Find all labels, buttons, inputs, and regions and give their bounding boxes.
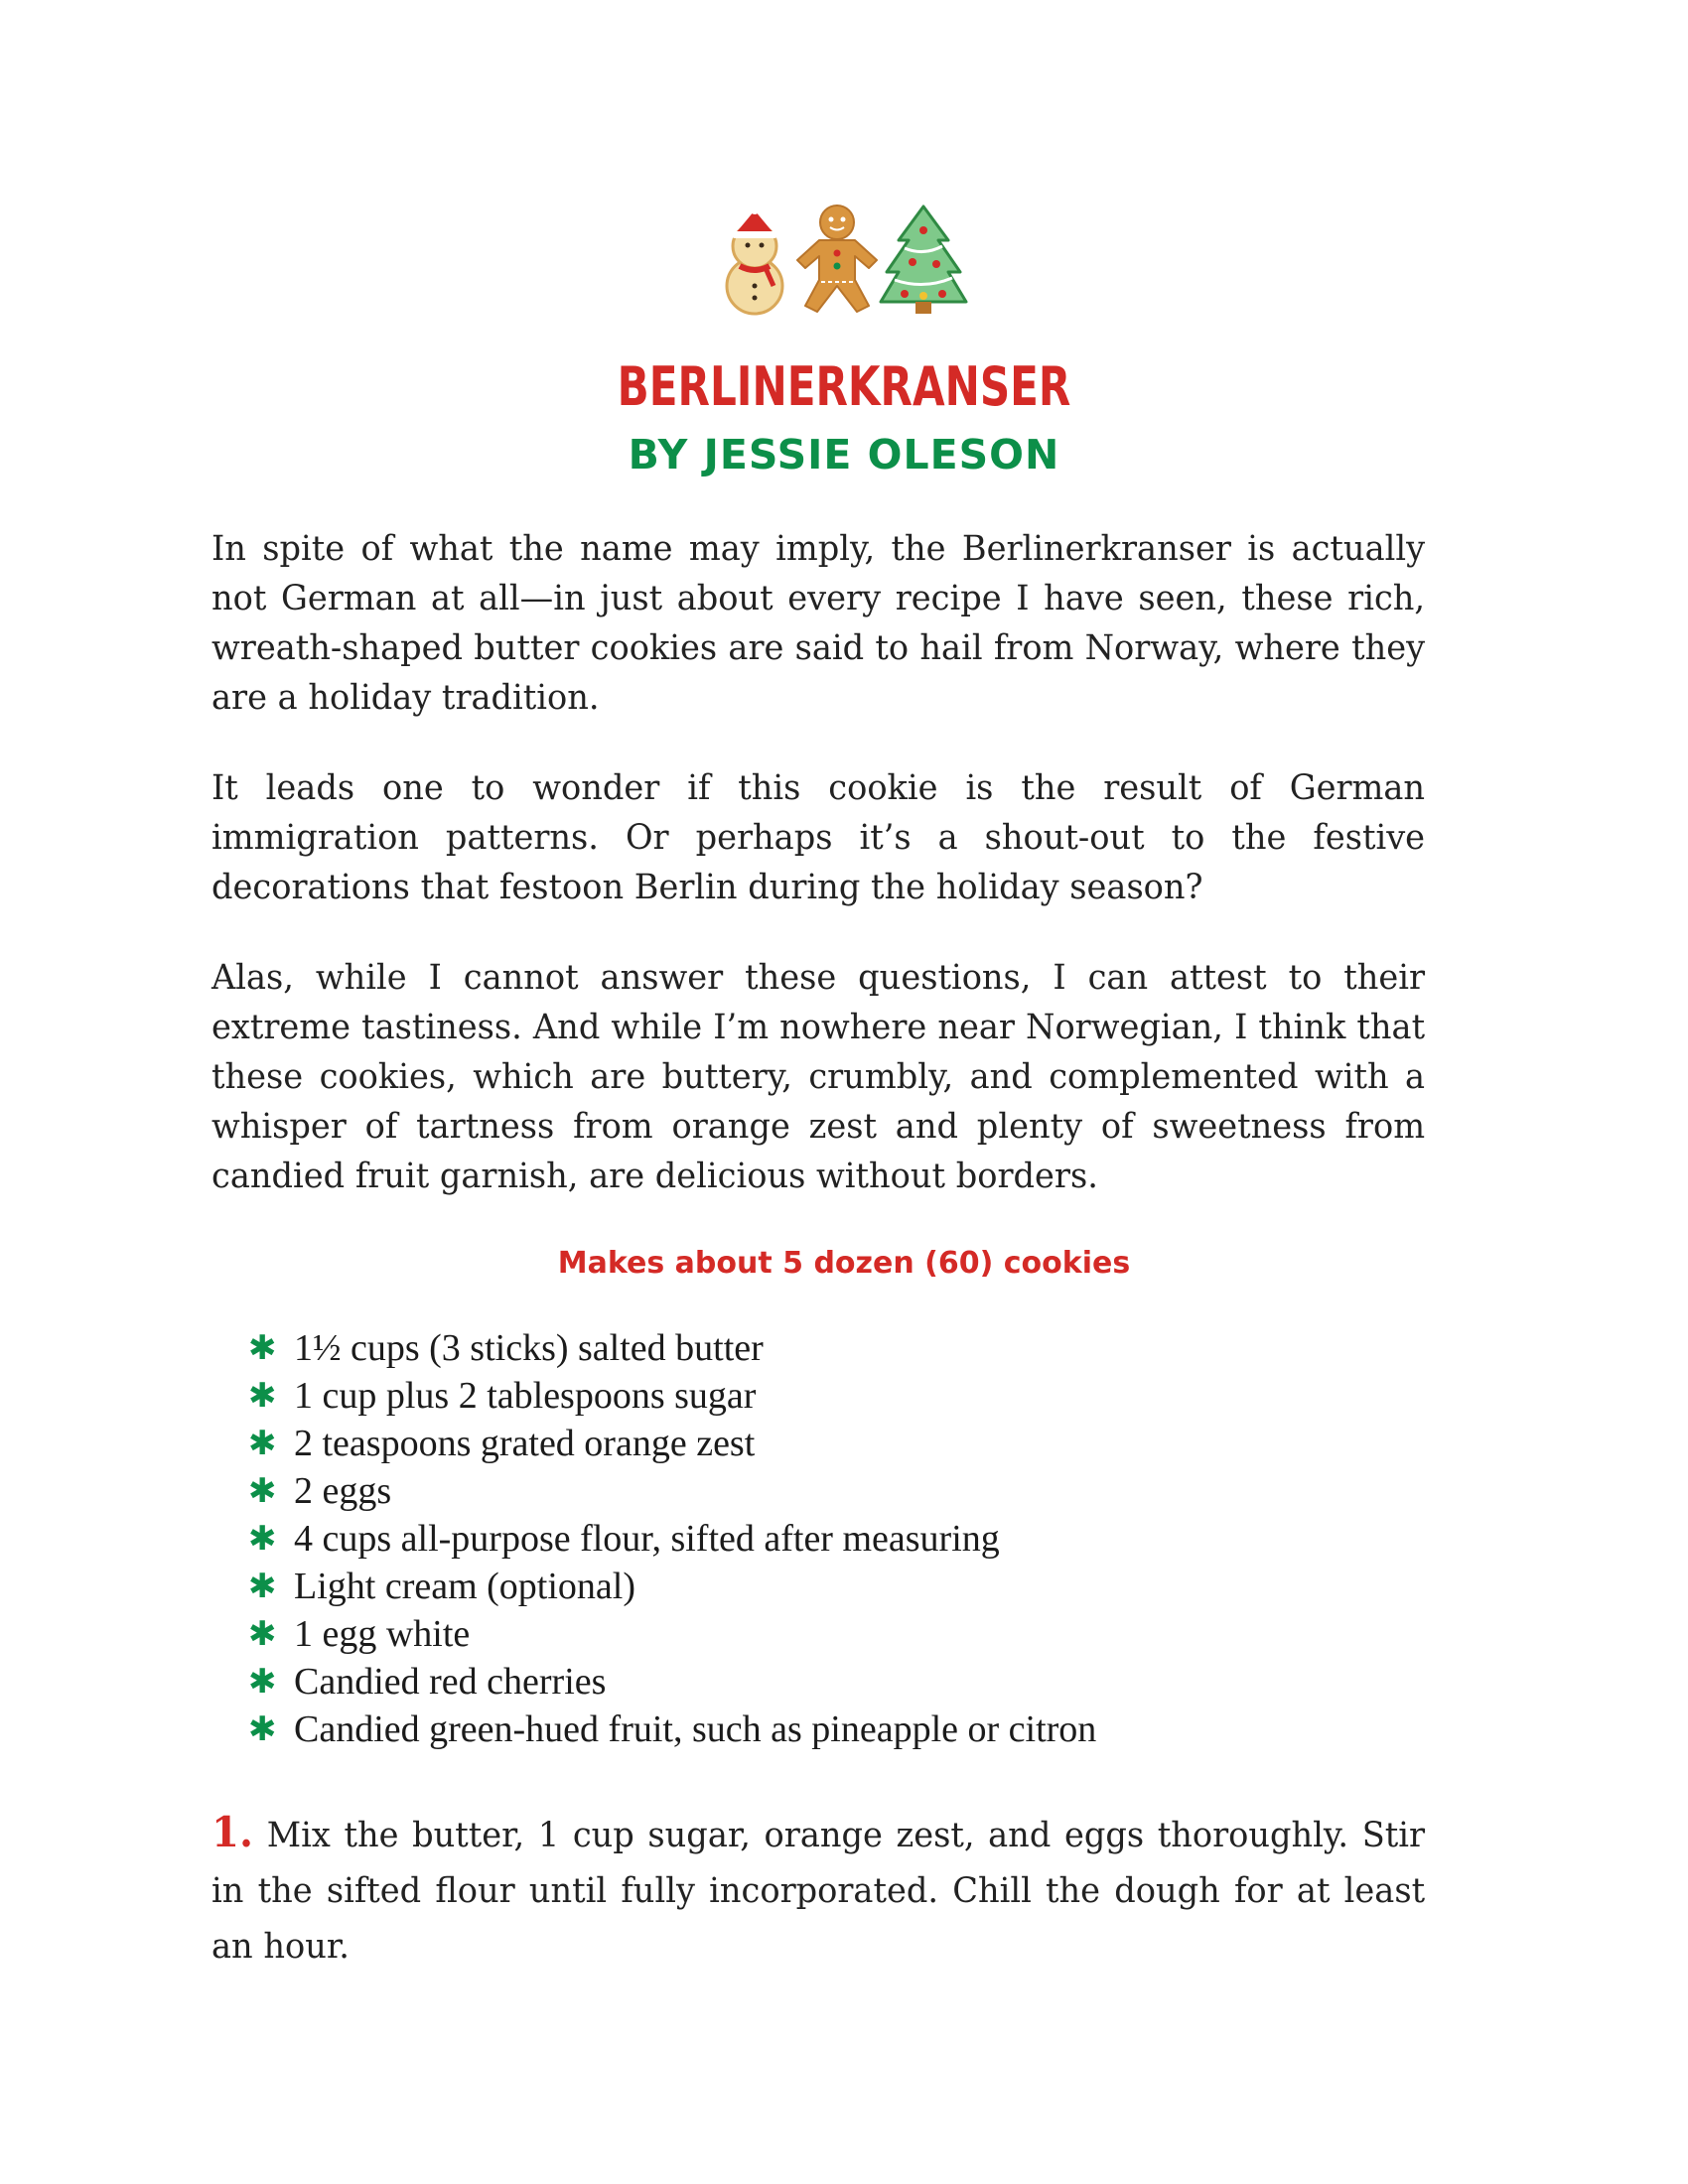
asterisk-bullet-icon: ✱ (248, 1328, 277, 1368)
gingerbread-man-icon (797, 205, 877, 312)
recipe-title: BERLINERKRANSER (617, 355, 1071, 418)
list-item (248, 1324, 1096, 1372)
list-item (248, 1420, 1096, 1467)
step-number: 1. (211, 1808, 254, 1856)
asterisk-bullet-icon: ✱ (248, 1376, 277, 1416)
snowman-cookie-icon (727, 205, 782, 314)
intro-paragraph: It leads one to wonder if this cookie is the result of German immigration patterns. Or perhaps it’s a shout-out to the festive decorations that festoon Berlin during the holiday season? (211, 768, 1426, 907)
cookie-illustration (710, 199, 968, 318)
intro-paragraph: In spite of what the name may imply, the Berlinerkranser is actually not German at all—in just about every recipe I have seen, these rich, wreath-shaped butter cookies are said to hail from Norway, where they are a holiday tradition. (211, 529, 1426, 718)
instruction-step (211, 1805, 1425, 1975)
ingredient-text: 4 cups all-purpose flour, sifted after measuring (294, 1518, 1000, 1560)
asterisk-bullet-icon: ✱ (248, 1519, 277, 1559)
ingredient-text: Candied red cherries (294, 1661, 607, 1703)
ingredient-text: 1 egg white (294, 1613, 471, 1655)
list-item (248, 1372, 1096, 1420)
asterisk-bullet-icon: ✱ (248, 1567, 277, 1606)
asterisk-bullet-icon: ✱ (248, 1709, 277, 1749)
list-item (248, 1610, 1096, 1658)
ingredient-text: 2 eggs (294, 1470, 392, 1512)
ingredient-text: 1 cup plus 2 tablespoons sugar (294, 1375, 757, 1417)
list-item (248, 1658, 1096, 1706)
recipe-yield: Makes about 5 dozen (60) cookies (557, 1246, 1131, 1281)
list-item (248, 1563, 1096, 1610)
asterisk-bullet-icon: ✱ (248, 1424, 277, 1463)
intro-paragraph: Alas, while I cannot answer these questions, I can attest to their extreme tastiness. And while I’m nowhere near Norwegian, I think that these cookies, which are buttery, crumbly, and complemented with a whisper of tartness from orange zest and plenty of sweetness from candied fruit garnish, are delicious without borders. (211, 958, 1426, 1196)
asterisk-bullet-icon: ✱ (248, 1662, 277, 1702)
ingredient-text: Candied green-hued fruit, such as pineapple or citron (294, 1708, 1097, 1750)
asterisk-bullet-icon: ✱ (248, 1614, 277, 1654)
author-byline: BY JESSIE OLESON (628, 431, 1060, 478)
asterisk-bullet-icon: ✱ (248, 1471, 277, 1511)
ingredient-text: 1½ cups (3 sticks) salted butter (294, 1327, 764, 1369)
ingredient-list (248, 1324, 1096, 1753)
christmas-tree-cookie-icon (881, 206, 966, 314)
list-item (248, 1467, 1096, 1515)
ingredient-text: Light cream (optional) (294, 1566, 635, 1607)
list-item (248, 1706, 1096, 1753)
list-item (248, 1515, 1096, 1563)
ingredient-text: 2 teaspoons grated orange zest (294, 1423, 756, 1464)
step-text: Mix the butter, 1 cup sugar, orange zest, and eggs thoroughly. Stir in the sifted flour until fully incorporated. Chill the dough for at least an hour. (211, 1816, 1426, 1967)
